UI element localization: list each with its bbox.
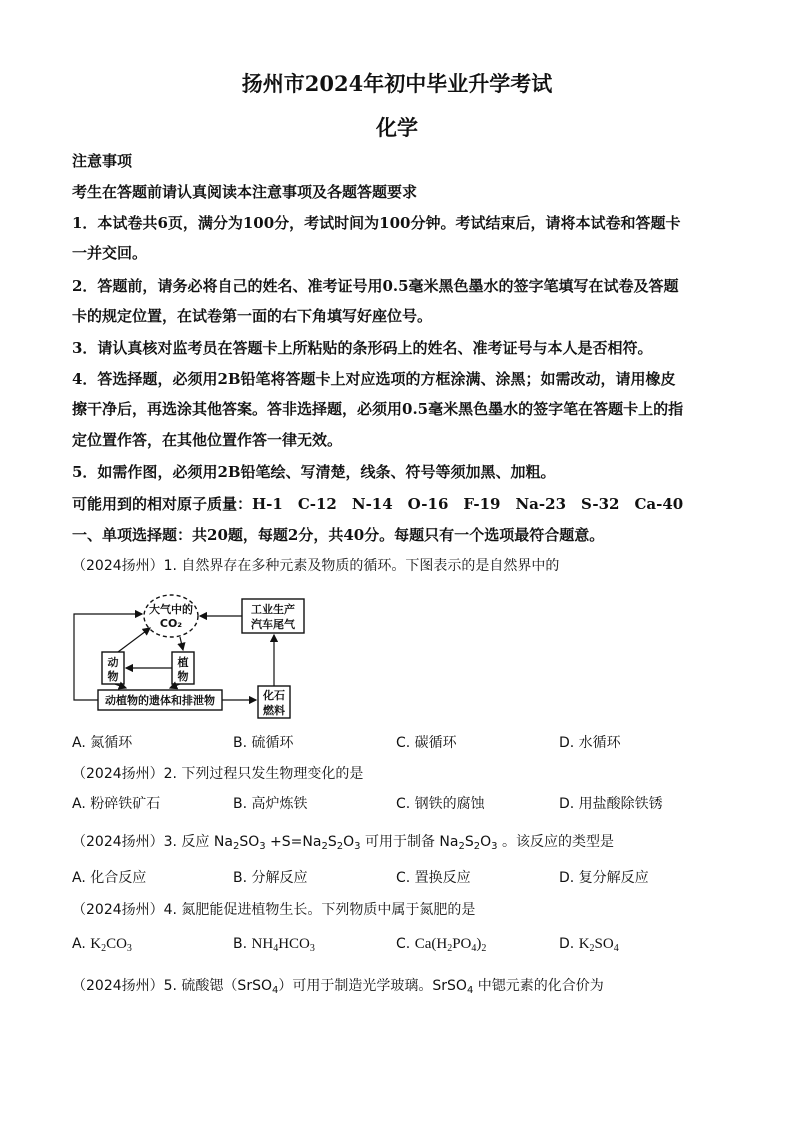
q4-option-b[interactable]: B. $NH_4HCO_3$ bbox=[233, 936, 315, 954]
remains-label: 动植物的遗体和排泄物 bbox=[105, 694, 215, 707]
q1-option-a[interactable]: A. 氮循环 bbox=[72, 735, 133, 751]
q2-option-d[interactable]: D. 用盐酸除铁锈 bbox=[559, 796, 663, 812]
notice-item-5: 5．如需作图，必须用2B铅笔绘、写清楚，线条、符号等须加黑、加粗。 bbox=[72, 463, 556, 481]
notice-item-2b: 卡的规定位置，在试卷第一面的右下角填写好座位号。 bbox=[72, 307, 433, 325]
industry-label-1: 工业生产 bbox=[251, 603, 295, 616]
notice-item-1b: 一并交回。 bbox=[72, 244, 148, 262]
q2-option-a[interactable]: A. 粉碎铁矿石 bbox=[72, 796, 161, 812]
co2-label-1: 大气中的 bbox=[149, 603, 193, 616]
q3-option-c[interactable]: C. 置换反应 bbox=[396, 870, 471, 886]
notice-item-4b: 擦干净后，再选涂其他答案。答非选择题，必须用0.5毫米黑色墨水的签字笔在答题卡上的指 bbox=[72, 400, 684, 418]
plant-label-1: 植 bbox=[177, 656, 189, 669]
question-5-stem: （2024扬州）5. 硫酸锶（SrSO$_4$）可用于制造光学玻璃。SrSO$_4$ 中锶元素的化合价为 bbox=[72, 978, 604, 996]
atomic-masses: 可能用到的相对原子质量：H-1 C-12 N-14 O-16 F-19 Na-23 S-32 Ca-40 bbox=[72, 495, 684, 513]
fossil-label-2: 燃料 bbox=[263, 704, 285, 717]
industry-label-2: 汽车尾气 bbox=[251, 618, 295, 631]
carbon-cycle-diagram bbox=[66, 588, 316, 726]
notice-item-3: 3．请认真核对监考员在答题卡上所粘贴的条形码上的姓名、准考证号与本人是否相符。 bbox=[72, 339, 653, 357]
q3-option-b[interactable]: B. 分解反应 bbox=[233, 870, 308, 886]
q4-option-c[interactable]: C. $Ca(H_2PO_4)_2$ bbox=[396, 936, 487, 954]
subject-title: 化学 bbox=[376, 115, 418, 140]
co2-label-2: CO₂ bbox=[159, 617, 183, 630]
exam-title: 扬州市2024年初中毕业升学考试 bbox=[241, 71, 553, 96]
notice-heading: 注意事项 bbox=[72, 152, 133, 170]
fossil-label-1: 化石 bbox=[263, 689, 285, 702]
q2-option-c[interactable]: C. 钢铁的腐蚀 bbox=[396, 796, 485, 812]
animal-label-1: 动 bbox=[107, 656, 119, 669]
notice-item-4c: 定位置作答，在其他位置作答一律无效。 bbox=[72, 431, 343, 449]
co2-ellipse bbox=[144, 595, 198, 637]
notice-item-1a: 1．本试卷共6页，满分为100分，考试时间为100分钟。考试结束后，请将本试卷和答题卡 bbox=[72, 214, 681, 232]
question-4-stem: （2024扬州）4. 氮肥能促进植物生长。下列物质中属于氮肥的是 bbox=[72, 902, 476, 918]
q4-option-a[interactable]: A. $K_2CO_3$ bbox=[72, 936, 132, 954]
q3-option-d[interactable]: D. 复分解反应 bbox=[559, 870, 649, 886]
question-3-stem: （2024扬州）3. 反应 $Na_2SO_3 +S=Na_2S_2O_3$ 可用于制备 $Na_2S_2O_3$ 。该反应的类型是 bbox=[72, 834, 614, 852]
notice-intro: 考生在答题前请认真阅读本注意事项及各题答题要求 bbox=[72, 183, 418, 201]
q4-option-d[interactable]: D. $K_2SO_4$ bbox=[559, 936, 619, 954]
q1-option-c[interactable]: C. 碳循环 bbox=[396, 735, 457, 751]
animal-label-2: 物 bbox=[107, 670, 119, 683]
q2-option-b[interactable]: B. 高炉炼铁 bbox=[233, 796, 308, 812]
notice-item-2a: 2．答题前，请务必将自己的姓名、准考证号用0.5毫米黑色墨水的签字笔填写在试卷及答题 bbox=[72, 277, 679, 295]
q1-option-b[interactable]: B. 硫循环 bbox=[233, 735, 294, 751]
q3-option-a[interactable]: A. 化合反应 bbox=[72, 870, 147, 886]
question-1-stem: （2024扬州）1. 自然界存在多种元素及物质的循环。下图表示的是自然界中的 bbox=[72, 558, 560, 574]
section-heading: 一、单项选择题：共20题，每题2分，共40分。每题只有一个选项最符合题意。 bbox=[72, 526, 605, 544]
notice-item-4a: 4．答选择题，必须用2B铅笔将答题卡上对应选项的方框涂满、涂黑；如需改动，请用橡皮 bbox=[72, 370, 676, 388]
plant-label-2: 物 bbox=[177, 670, 189, 683]
question-2-stem: （2024扬州）2. 下列过程只发生物理变化的是 bbox=[72, 766, 364, 782]
q1-option-d[interactable]: D. 水循环 bbox=[559, 735, 621, 751]
